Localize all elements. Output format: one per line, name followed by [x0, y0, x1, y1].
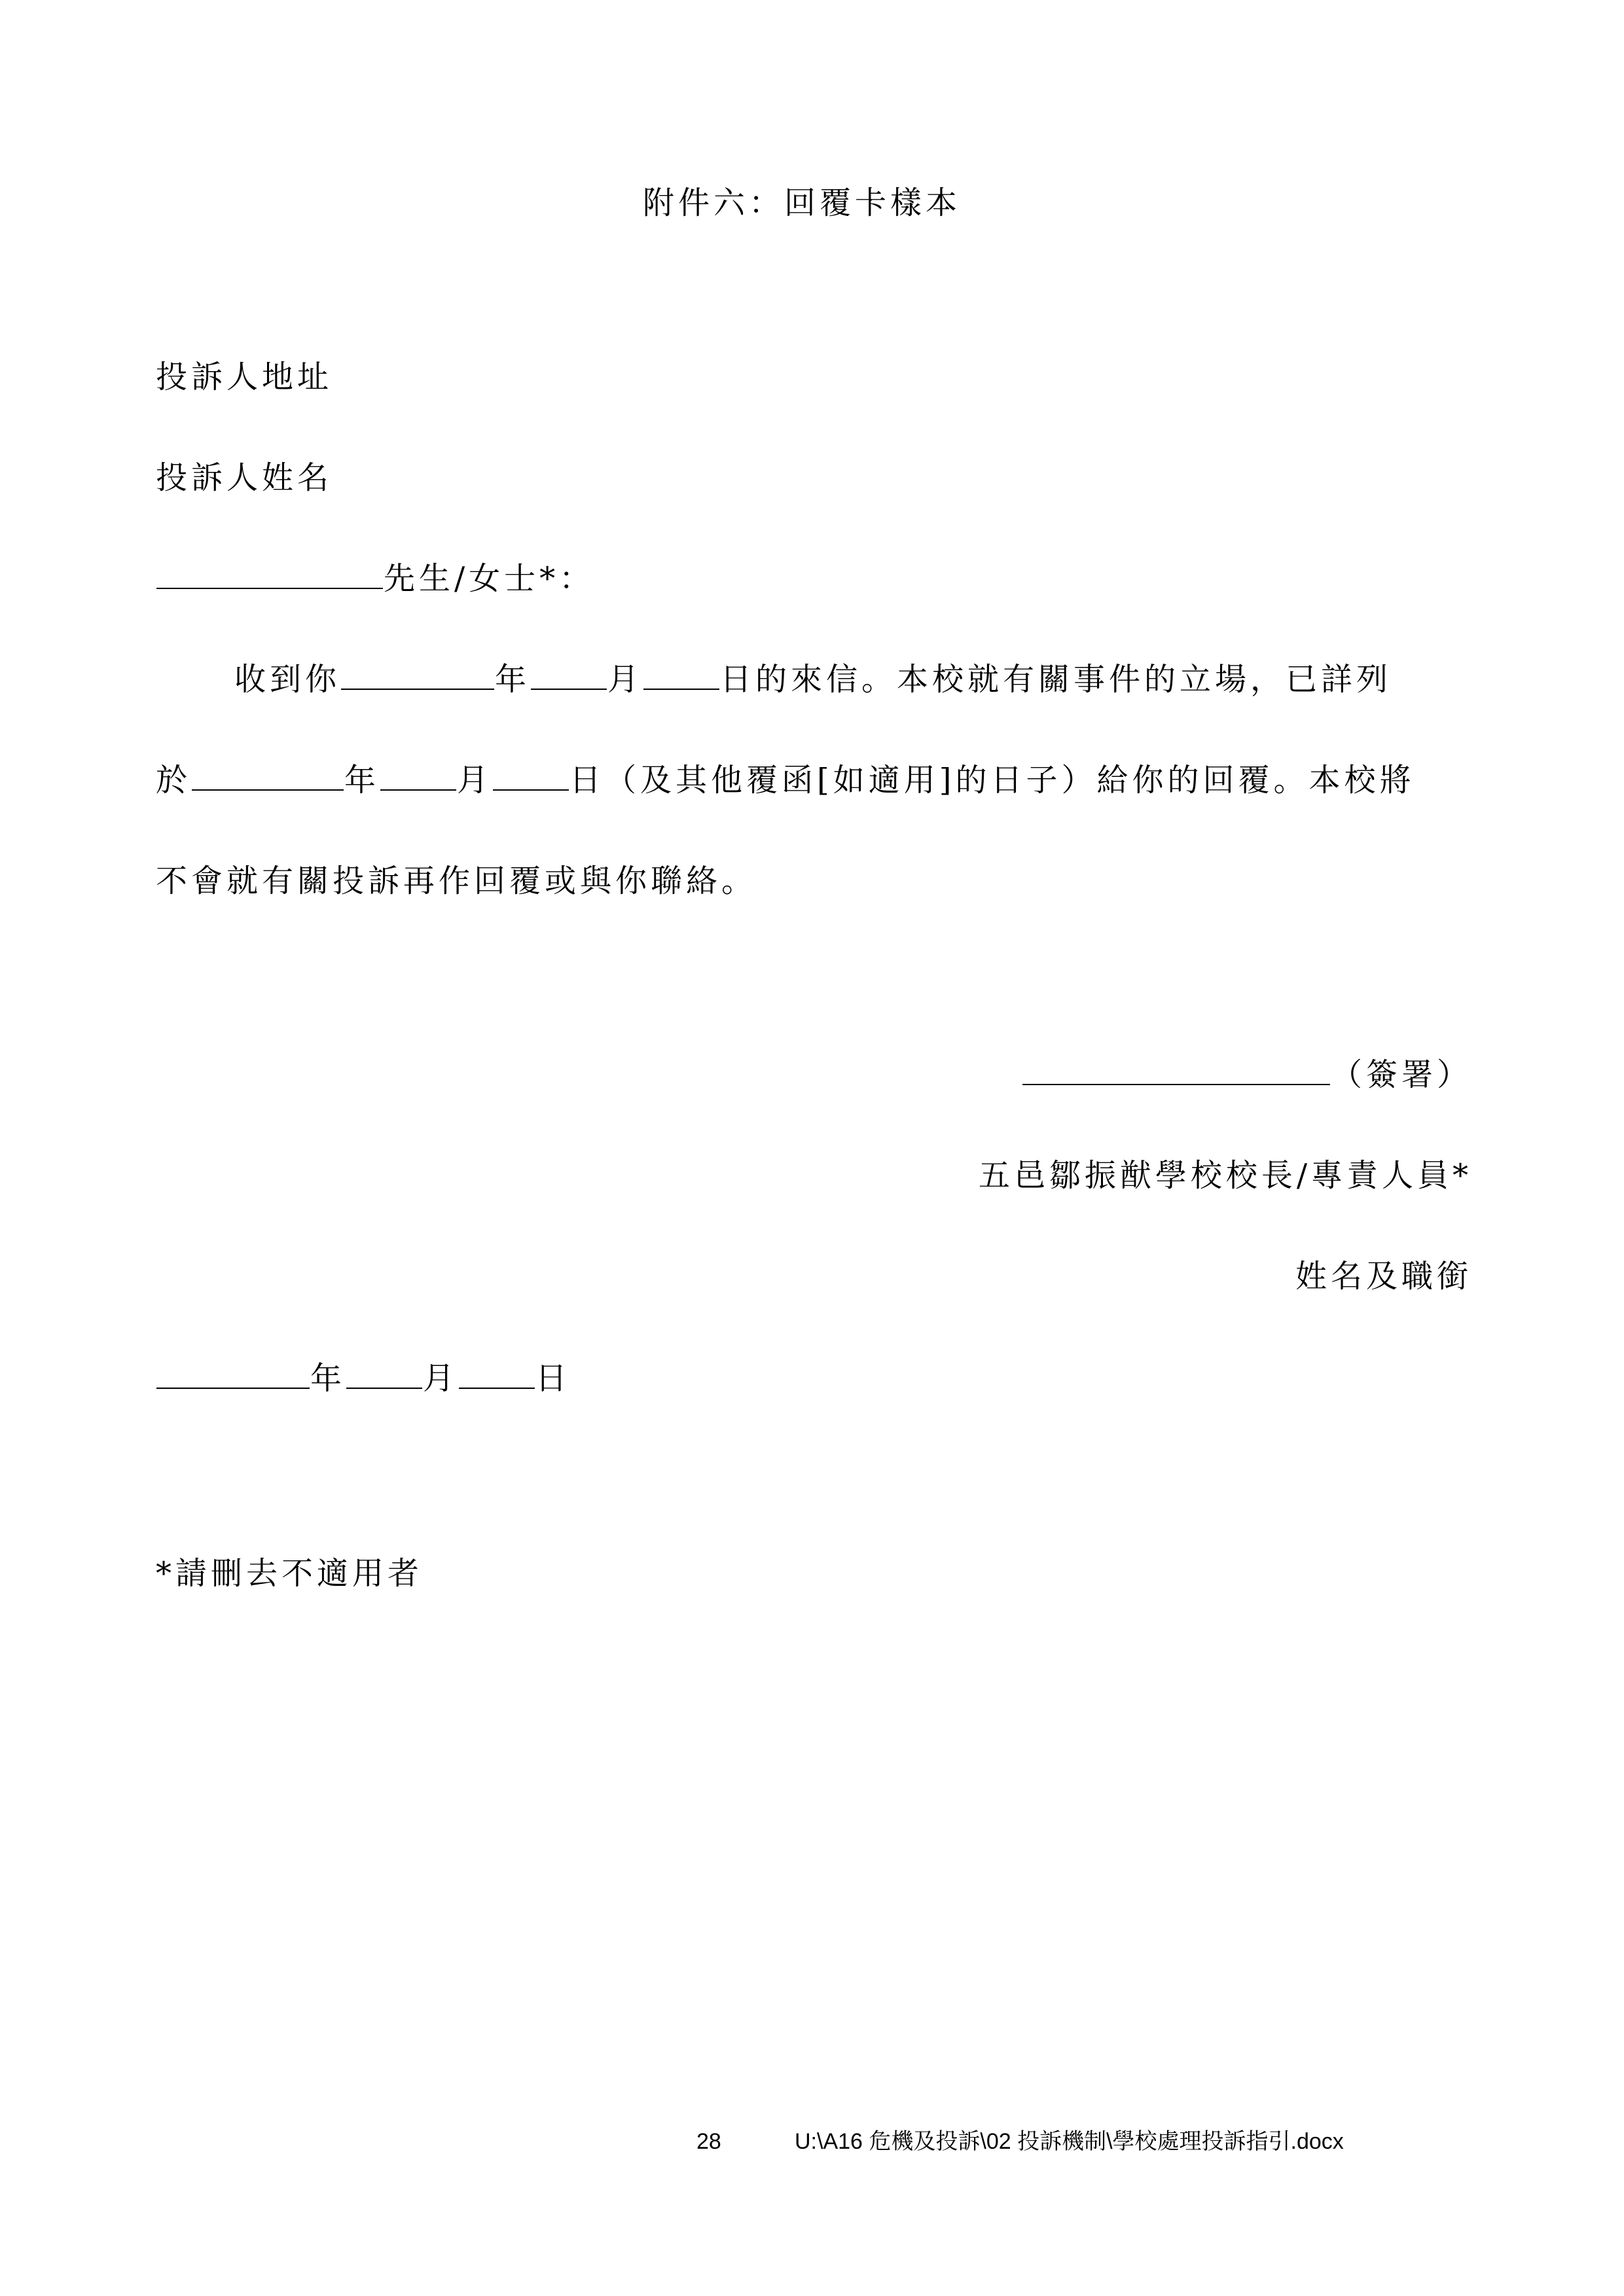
- signature-line: [1022, 1054, 1472, 1096]
- date-day-label: 日: [535, 1360, 571, 1397]
- body-line-1-suffix: 日的來信。本校就有關事件的立場，已詳列: [720, 661, 1392, 698]
- body-line-1: [234, 658, 1392, 700]
- letter-year-blank: [341, 658, 494, 690]
- date-line: [156, 1357, 571, 1399]
- body-line-3: 不會就有關投訴再作回覆或與你聯絡。: [156, 863, 757, 899]
- reply-month-blank: [380, 759, 456, 791]
- signature-label: （簽署）: [1330, 1056, 1472, 1093]
- name-blank: [156, 558, 383, 589]
- footer-file-path: U:\A16 危機及投訴\02 投訴機制\學校處理投訴指引.docx: [795, 2129, 1344, 2154]
- deletion-note: *請刪去不適用者: [156, 1555, 424, 1592]
- date-month-blank: [346, 1357, 422, 1389]
- date-month-label: 月: [423, 1360, 459, 1397]
- page-title: 附件六：回覆卡樣本: [643, 185, 962, 221]
- salutation-text: 先生/女士*：: [384, 560, 595, 597]
- year-label: 年: [344, 762, 380, 798]
- reply-day-blank: [493, 759, 569, 791]
- body-line-2: [156, 759, 1415, 801]
- date-year-label: 年: [310, 1360, 346, 1397]
- body-line-1-prefix: 收到你: [234, 661, 341, 698]
- reply-year-blank: [192, 759, 344, 791]
- signature-blank: [1022, 1054, 1330, 1085]
- date-year-blank: [156, 1357, 310, 1389]
- date-day-blank: [459, 1357, 535, 1389]
- body-line-2-prefix: 於: [156, 762, 192, 798]
- footer-page-number: 28: [696, 2129, 721, 2154]
- year-label: 年: [495, 661, 531, 698]
- letter-day-blank: [643, 658, 719, 690]
- body-line-2-suffix: 日（及其他覆函[如適用]的日子）給你的回覆。本校將: [569, 762, 1415, 798]
- salutation-line: [156, 558, 594, 600]
- complainant-name-label: 投訴人姓名: [156, 459, 333, 496]
- month-label: 月: [607, 661, 643, 698]
- complainant-address-label: 投訴人地址: [156, 359, 333, 395]
- letter-month-blank: [531, 658, 607, 690]
- signatory-name-title: 姓名及職銜: [1295, 1258, 1472, 1295]
- month-label: 月: [457, 762, 493, 798]
- signatory-role: 五邑鄒振猷學校校長/專責人員*: [978, 1157, 1472, 1194]
